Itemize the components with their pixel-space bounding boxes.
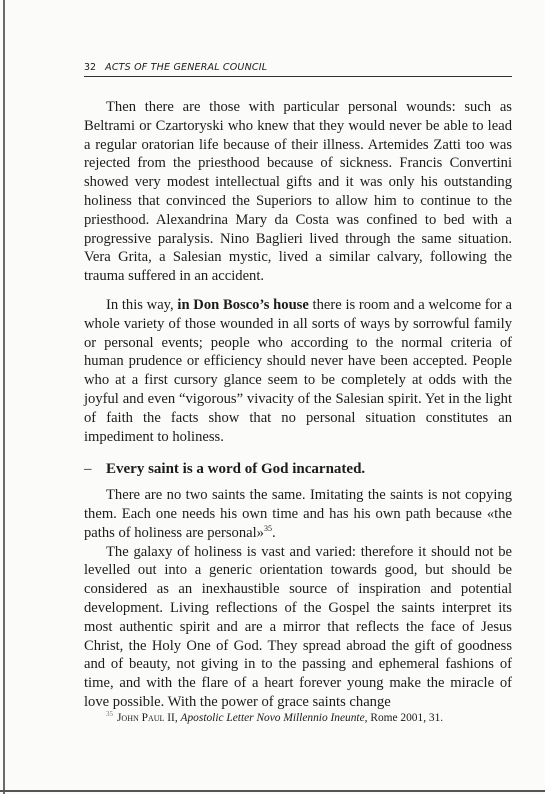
footnote-reference: 35 xyxy=(263,523,272,533)
paragraph-wounds: Then there are those with particular personal wounds: such as Beltrami or Czartoryski who knew that they would never be able to lead a regular oratorian life because of their illness. Artemides Zatti too was rejected from the priesthood because of sickness. Francis Convertini showed very modest intellectual gifts and it was only his outstanding holiness that convinced the Superiors to allow him to continue to the priesthood. Alexandrina Mary da Costa was confined to bed with a progressive paralysis. Nino Baglieri lived through the same situation. Vera Grita, a Salesian mystic, lived a similar calvary, following the trauma suffered in an accident. xyxy=(84,99,512,285)
paragraph-don-bosco-house xyxy=(84,296,512,446)
paragraph-galaxy-of-holiness: The galaxy of holiness is vast and varied: therefore it should not be levelled out into a generic orientation towards good, but should be considered as an inexhaustible source of inspiration and potential development. Living reflections of the Gospel the saints interpret its most authentic spirit and are a mirror that reflects the face of Jesus Christ, the Holy One of God. They spread abroad the gift of goodness and of beauty, not giving in to the passing and ephemeral fashions of time, and with the flare of a heart forever young make the miracle of love possible. With the power of grace saints change xyxy=(84,543,512,710)
footnote-work-title: Apostolic Letter Novo Millennio Ineunte xyxy=(180,711,365,724)
paragraph-no-two-saints-end: . xyxy=(271,524,276,541)
footnote xyxy=(84,710,512,724)
emphasis-don-bosco-house: in Don Bosco’s house xyxy=(177,296,309,313)
page-number: 32 xyxy=(84,62,97,73)
footnote-separator: , xyxy=(174,711,181,724)
paragraph-no-two-saints xyxy=(84,486,512,542)
section-heading xyxy=(84,460,512,479)
running-head xyxy=(84,62,512,77)
page-bottom-line xyxy=(0,790,545,792)
footnote-mark: 35 xyxy=(106,710,113,718)
page-edge-line xyxy=(3,0,5,794)
paragraph-don-bosco-house-start: In this way, xyxy=(106,296,178,313)
heading-dash: – xyxy=(84,461,92,478)
paragraph-no-two-saints-text: There are no two saints the same. Imitating the saints is not copying them. Each one needs his own time and has his own path because «the paths of holiness are personal» xyxy=(84,487,512,541)
footnote-details: , Rome 2001, 31. xyxy=(364,711,444,724)
paragraph-don-bosco-house-rest: there is room and a welcome for a whole variety of those wounded in all sorts of ways by sorrowful family or personal events; people who according to the normal criteria of human prudence or efficiency should never have been accepted. People who at a first cursory glance seem to be completely at odds with the joyful and even “vigorous” vivacity of the Salesian spirit. Yet in the light of faith the facts show that no personal situation constitutes an impediment to holiness. xyxy=(84,296,512,445)
heading-text: Every saint is a word of God incarnated. xyxy=(106,461,366,478)
body-text xyxy=(84,98,512,712)
running-head-title: ACTS OF THE GENERAL COUNCIL xyxy=(105,62,268,73)
footnote-author: John Paul II xyxy=(117,711,175,724)
